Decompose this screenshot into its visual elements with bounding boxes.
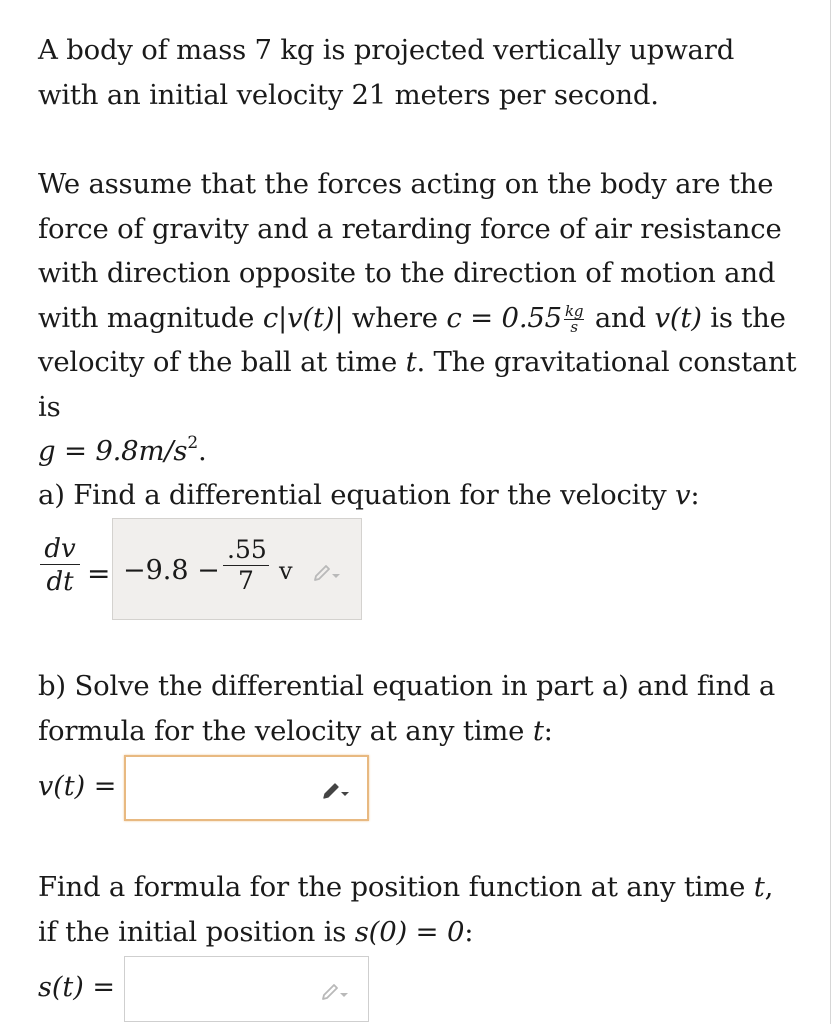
answer-fraction: [223, 535, 269, 596]
part-c-colon: :: [464, 915, 474, 948]
assumption-text: We assume that the forces acting on the body are the force of gravity and a retarding force of air resistance with direction opposite to the direction of motion and with magnitude: [38, 168, 782, 334]
answer-constant-term: −9.8 −: [123, 555, 220, 586]
part-c-prompt: [38, 865, 798, 954]
c-unit-numerator: kg: [564, 301, 584, 320]
c-constant: c = 0.55: [446, 301, 562, 334]
gravity-period: .: [197, 435, 207, 467]
lhs-numerator: dv: [44, 534, 76, 564]
magnitude-expression: c|v(t)|: [262, 301, 344, 334]
pencil-dropdown-icon[interactable]: [322, 779, 350, 799]
velocity-answer-input[interactable]: [124, 755, 369, 821]
gravity-constant: g = 9.8m/s: [38, 435, 188, 467]
pencil-dropdown-icon[interactable]: [321, 980, 349, 1000]
intro-text: A body of mass 7 kg is projected vertically upward with an initial velocity 21 meters per second.: [38, 34, 735, 111]
velocity-function: v(t): [654, 301, 702, 334]
answer-fraction-denominator: 7: [238, 566, 254, 595]
lhs-derivative-fraction: [40, 534, 80, 599]
answer-variable: v: [279, 557, 293, 585]
part-a-answer-box[interactable]: [87, 518, 362, 620]
part-a-text: a) Find a differential equation for the velocity: [38, 479, 676, 511]
part-a-variable: v: [675, 479, 691, 511]
where-text: where: [343, 301, 447, 334]
c-unit-fraction: [564, 301, 584, 336]
initial-position-expression: s(0) = 0: [354, 915, 465, 948]
velocity-text: is the velocity of the ball at time: [38, 301, 786, 378]
part-a-colon: :: [690, 479, 700, 511]
velocity-label: v(t) =: [38, 771, 117, 802]
page-border: [830, 0, 831, 1024]
lhs-denominator: dt: [46, 567, 74, 597]
part-c-text: Find a formula for the position function at any time: [38, 871, 754, 903]
pencil-dropdown-icon[interactable]: [313, 561, 341, 581]
part-b-variable: t: [532, 714, 544, 747]
part-a-prompt: [38, 473, 798, 518]
gravity-exponent: 2: [187, 433, 198, 453]
c-unit-denominator: s: [570, 317, 578, 336]
part-c-middle-text: , if the initial position is: [38, 871, 774, 948]
answer-fraction-numerator: .55: [227, 535, 267, 564]
position-answer-input[interactable]: [124, 956, 369, 1022]
part-a-equals: =: [87, 557, 111, 590]
part-b-text: b) Solve the differential equation in part a) and find a formula for the velocity at any time: [38, 670, 776, 747]
problem-assumption: [38, 162, 798, 474]
time-variable: t: [405, 346, 417, 378]
gravity-text: . The gravitational constant is: [38, 346, 797, 423]
part-c-variable: t: [753, 871, 765, 903]
and-text: and: [586, 301, 655, 334]
part-b-prompt: [38, 664, 798, 753]
part-b-colon: :: [543, 714, 553, 747]
problem-intro: [38, 28, 798, 117]
position-label: s(t) =: [38, 972, 115, 1003]
